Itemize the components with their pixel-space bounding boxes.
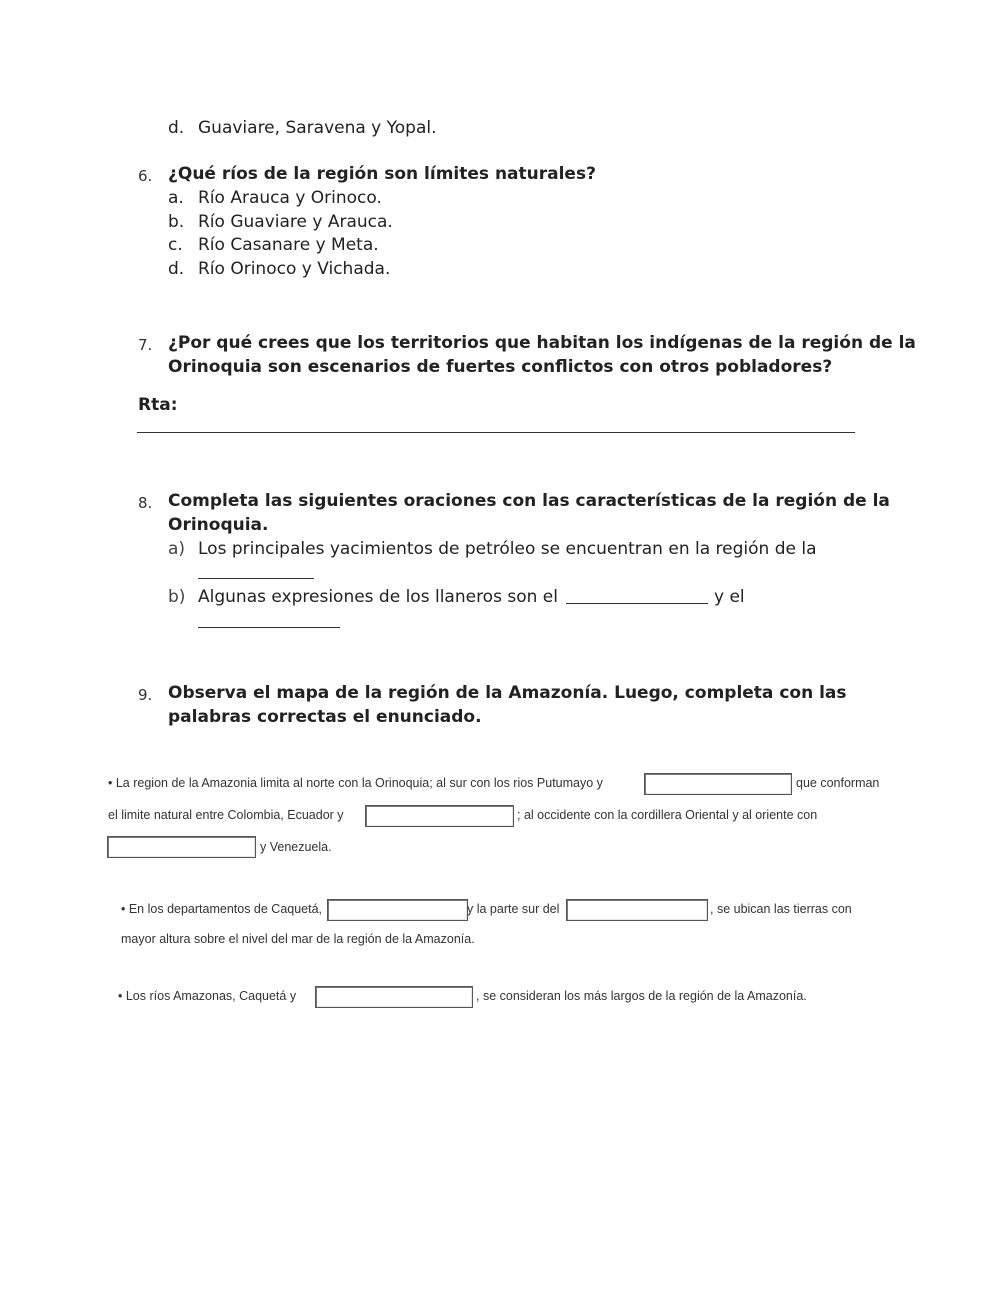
q6-option-letter: c. xyxy=(168,235,183,255)
q9-p3-blank-1[interactable] xyxy=(315,986,473,1008)
q9-p2-blank-2[interactable] xyxy=(566,899,708,921)
q6-option-letter: b. xyxy=(168,212,185,232)
q9-question-line2: palabras correctas el enunciado. xyxy=(168,707,482,727)
q6-question: ¿Qué ríos de la región son límites naturales? xyxy=(168,164,596,184)
q8b-blank-line-2[interactable] xyxy=(198,627,340,628)
q8-question-line1: Completa las siguientes oraciones con las características de la región de la xyxy=(168,491,890,511)
q7-answer-line[interactable] xyxy=(137,432,855,433)
q9-p1-text: ; al occidente con la cordillera Oriental y al oriente con xyxy=(517,808,818,822)
q9-p2-text: , se ubican las tierras con xyxy=(710,902,852,916)
q8-question-line2: Orinoquia. xyxy=(168,515,269,535)
q9-number: 9. xyxy=(138,686,153,704)
q9-question-line1: Observa el mapa de la región de la Amazonía. Luego, completa con las xyxy=(168,683,847,703)
q9-p1-text: y Venezuela. xyxy=(260,840,332,854)
q8a-blank-line[interactable] xyxy=(198,578,314,579)
q8-item-text: Los principales yacimientos de petróleo se encuentran en la región de la xyxy=(198,539,817,559)
q7-question-line1: ¿Por qué crees que los territorios que habitan los indígenas de la región de la xyxy=(168,333,916,353)
q6-option-text: Río Orinoco y Vichada. xyxy=(198,259,391,279)
q8-item-text: Algunas expresiones de los llaneros son el xyxy=(198,587,558,607)
q9-p1-text: que conforman xyxy=(796,776,880,790)
q9-p3-text: • Los ríos Amazonas, Caquetá y xyxy=(118,989,297,1003)
q9-p2-text: • En los departamentos de Caquetá, xyxy=(121,902,323,916)
q9-p1-blank-3[interactable] xyxy=(107,836,256,858)
q8-number: 8. xyxy=(138,494,153,512)
q6-option-letter: a. xyxy=(168,188,184,208)
q5-option-d-text: Guaviare, Saravena y Yopal. xyxy=(198,118,437,138)
q9-p1-text: el limite natural entre Colombia, Ecuador y xyxy=(108,808,344,822)
q9-p1-blank-2[interactable] xyxy=(365,805,514,827)
q5-option-d-letter: d. xyxy=(168,118,185,138)
q8-item-text-mid: y el xyxy=(714,587,745,607)
q9-p1-blank-1[interactable] xyxy=(644,773,792,795)
q6-option-text: Río Guaviare y Arauca. xyxy=(198,212,393,232)
q9-p2-text: y la parte sur del xyxy=(467,902,560,916)
q8-item-letter: b) xyxy=(168,587,186,607)
q6-option-text: Río Arauca y Orinoco. xyxy=(198,188,382,208)
q6-number: 6. xyxy=(138,167,153,185)
q6-option-letter: d. xyxy=(168,259,185,279)
q7-question-line2: Orinoquia son escenarios de fuertes conflictos con otros pobladores? xyxy=(168,357,833,377)
q9-p2-blank-1[interactable] xyxy=(327,899,468,921)
q7-answer-label: Rta: xyxy=(138,395,178,415)
q9-p2-text: mayor altura sobre el nivel del mar de la región de la Amazonía. xyxy=(121,932,475,946)
q9-p3-text: , se consideran los más largos de la región de la Amazonía. xyxy=(476,989,807,1003)
q7-number: 7. xyxy=(138,336,153,354)
q6-option-text: Río Casanare y Meta. xyxy=(198,235,379,255)
q8b-blank-line-1[interactable] xyxy=(566,603,708,604)
q8-item-letter: a) xyxy=(168,539,186,559)
q9-p1-text: • La region de la Amazonia limita al norte con la Orinoquia; al sur con los rios Putumayo y xyxy=(108,776,603,790)
